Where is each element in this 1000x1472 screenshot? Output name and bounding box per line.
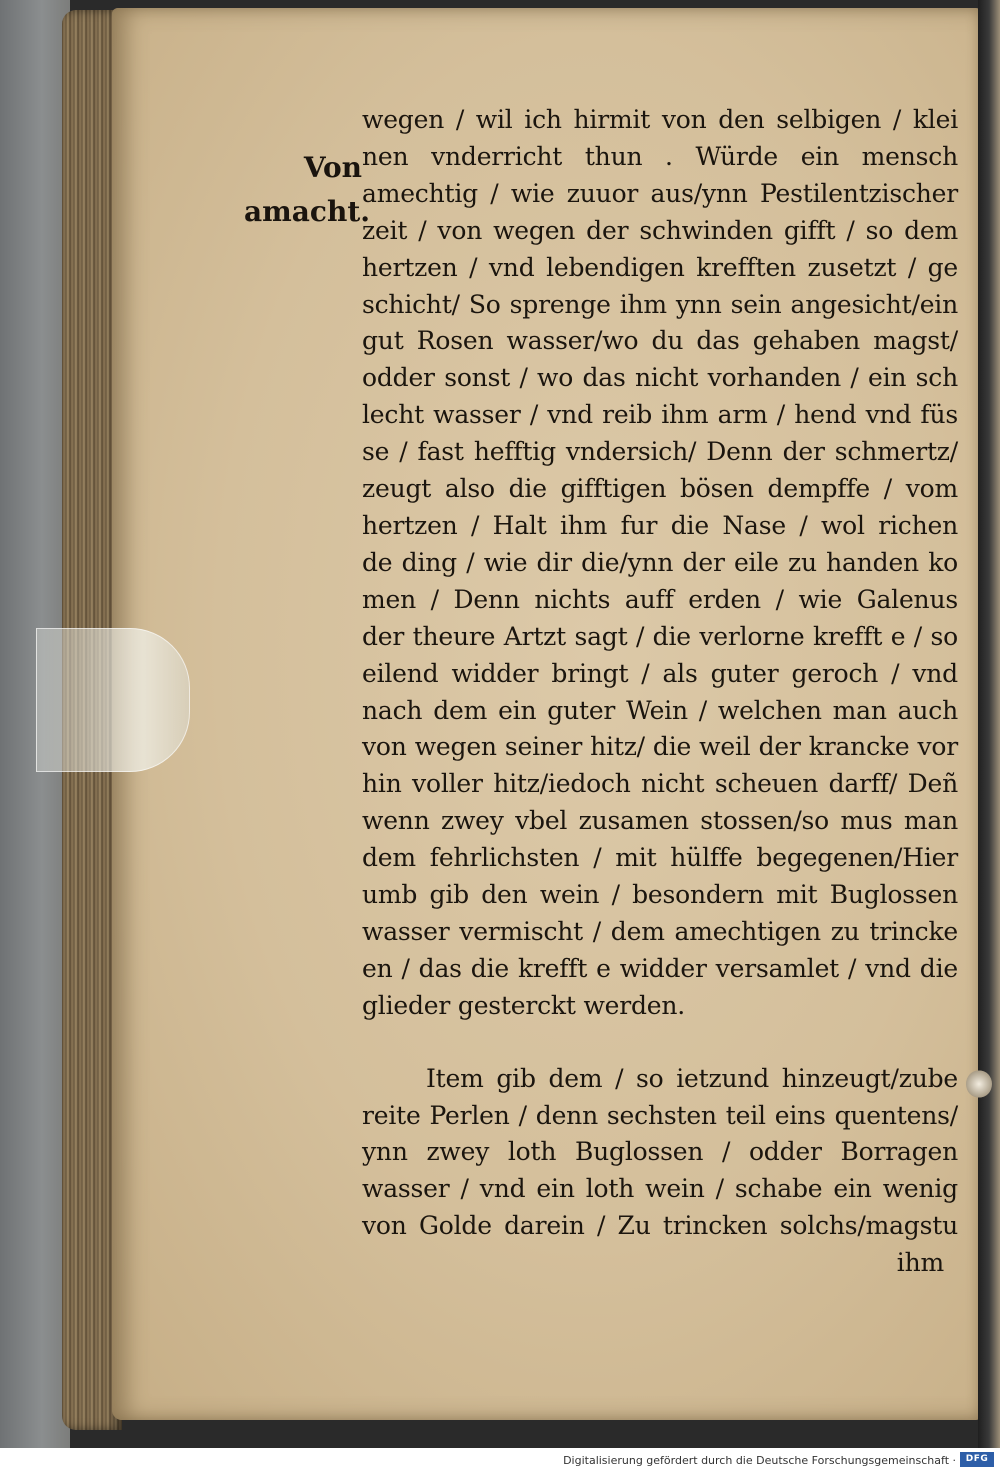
footer-bar	[0, 1448, 1000, 1472]
text-line: von wegen seiner hitz/ die weil der krancke vor	[362, 732, 958, 762]
main-text	[362, 102, 958, 1282]
text-line: se / fast hefftig vndersich/ Denn der schmertz/	[362, 437, 958, 467]
text-line: nen vnderricht thun . Würde ein mensch	[362, 141, 958, 171]
text-line: amechtig / wie zuuor aus/ynn Pestilentzischer	[362, 178, 958, 208]
text-line: de ding / wie dir die/ynn der eile zu handen ko	[362, 547, 958, 577]
text-line: schicht/ So sprenge ihm ynn sein angesicht/ein	[362, 289, 958, 319]
catchword: ihm	[896, 1248, 944, 1278]
text-line: umb gib den wein / besondern mit Buglossen	[362, 880, 958, 910]
funding-credit: Digitalisierung gefördert durch die Deutsche Forschungsgemeinschaft ·	[563, 1454, 956, 1467]
text-line: der theure Artzt sagt / die verlorne krefft e / so	[362, 621, 958, 651]
text-line: reite Perlen / denn sechsten teil eins quentens/	[362, 1100, 958, 1130]
text-line: zeit / von wegen der schwinden gifft / so dem	[362, 215, 958, 245]
text-line: wasser / vnd ein loth wein / schabe ein wenig	[362, 1174, 958, 1204]
text-line: glieder gesterckt werden.	[362, 990, 686, 1020]
text-line: gut Rosen wasser/wo du das gehaben magst/	[362, 326, 958, 356]
text-line: lecht wasser / vnd reib ihm arm / hend vnd füs	[362, 400, 958, 430]
text-line: wenn zwey vbel zusamen stossen/so mus man	[362, 806, 958, 836]
text-line: wegen / wil ich hirmit von den selbigen / klei	[362, 105, 958, 134]
page-clip	[36, 628, 190, 772]
page-hole	[966, 1070, 992, 1098]
marginal-note	[244, 146, 370, 234]
text-line: dem fehrlichsten / mit hülffe begegenen/Hier	[362, 843, 958, 873]
marginal-note-line: amacht.	[244, 195, 370, 228]
text-line: en / das die krefft e widder versamlet / vnd die	[362, 953, 958, 983]
text-line: von Golde darein / Zu trincken solchs/magstu	[362, 1211, 958, 1241]
text-line: hin voller hitz/iedoch nicht scheuen darff/ Deñ	[362, 769, 958, 799]
text-line: Item gib dem / so ietzund hinzeugt/zube	[426, 1063, 958, 1093]
text-line: odder sonst / wo das nicht vorhanden / ein sch	[362, 363, 958, 393]
text-line: wasser vermischt / dem amechtigen zu trincke	[362, 916, 958, 946]
paragraph-gap	[362, 1025, 958, 1061]
text-line: zeugt also die gifftigen bösen dempffe / vom	[362, 474, 958, 504]
text-line: ynn zwey loth Buglossen / odder Borragen	[362, 1137, 958, 1167]
dfg-logo-icon: DFG	[960, 1452, 994, 1467]
text-line: hertzen / vnd lebendigen krefften zusetzt / ge	[362, 252, 958, 282]
text-line: nach dem ein guter Wein / welchen man auch	[362, 695, 958, 725]
text-line: hertzen / Halt ihm fur die Nase / wol richen	[362, 510, 958, 540]
marginal-note-line: Von	[303, 151, 362, 184]
text-line: men / Denn nichts auff erden / wie Galenus	[362, 584, 958, 614]
text-line: eilend widder bringt / als guter geroch / vnd	[362, 658, 958, 688]
gutter-edge	[978, 0, 1000, 1448]
